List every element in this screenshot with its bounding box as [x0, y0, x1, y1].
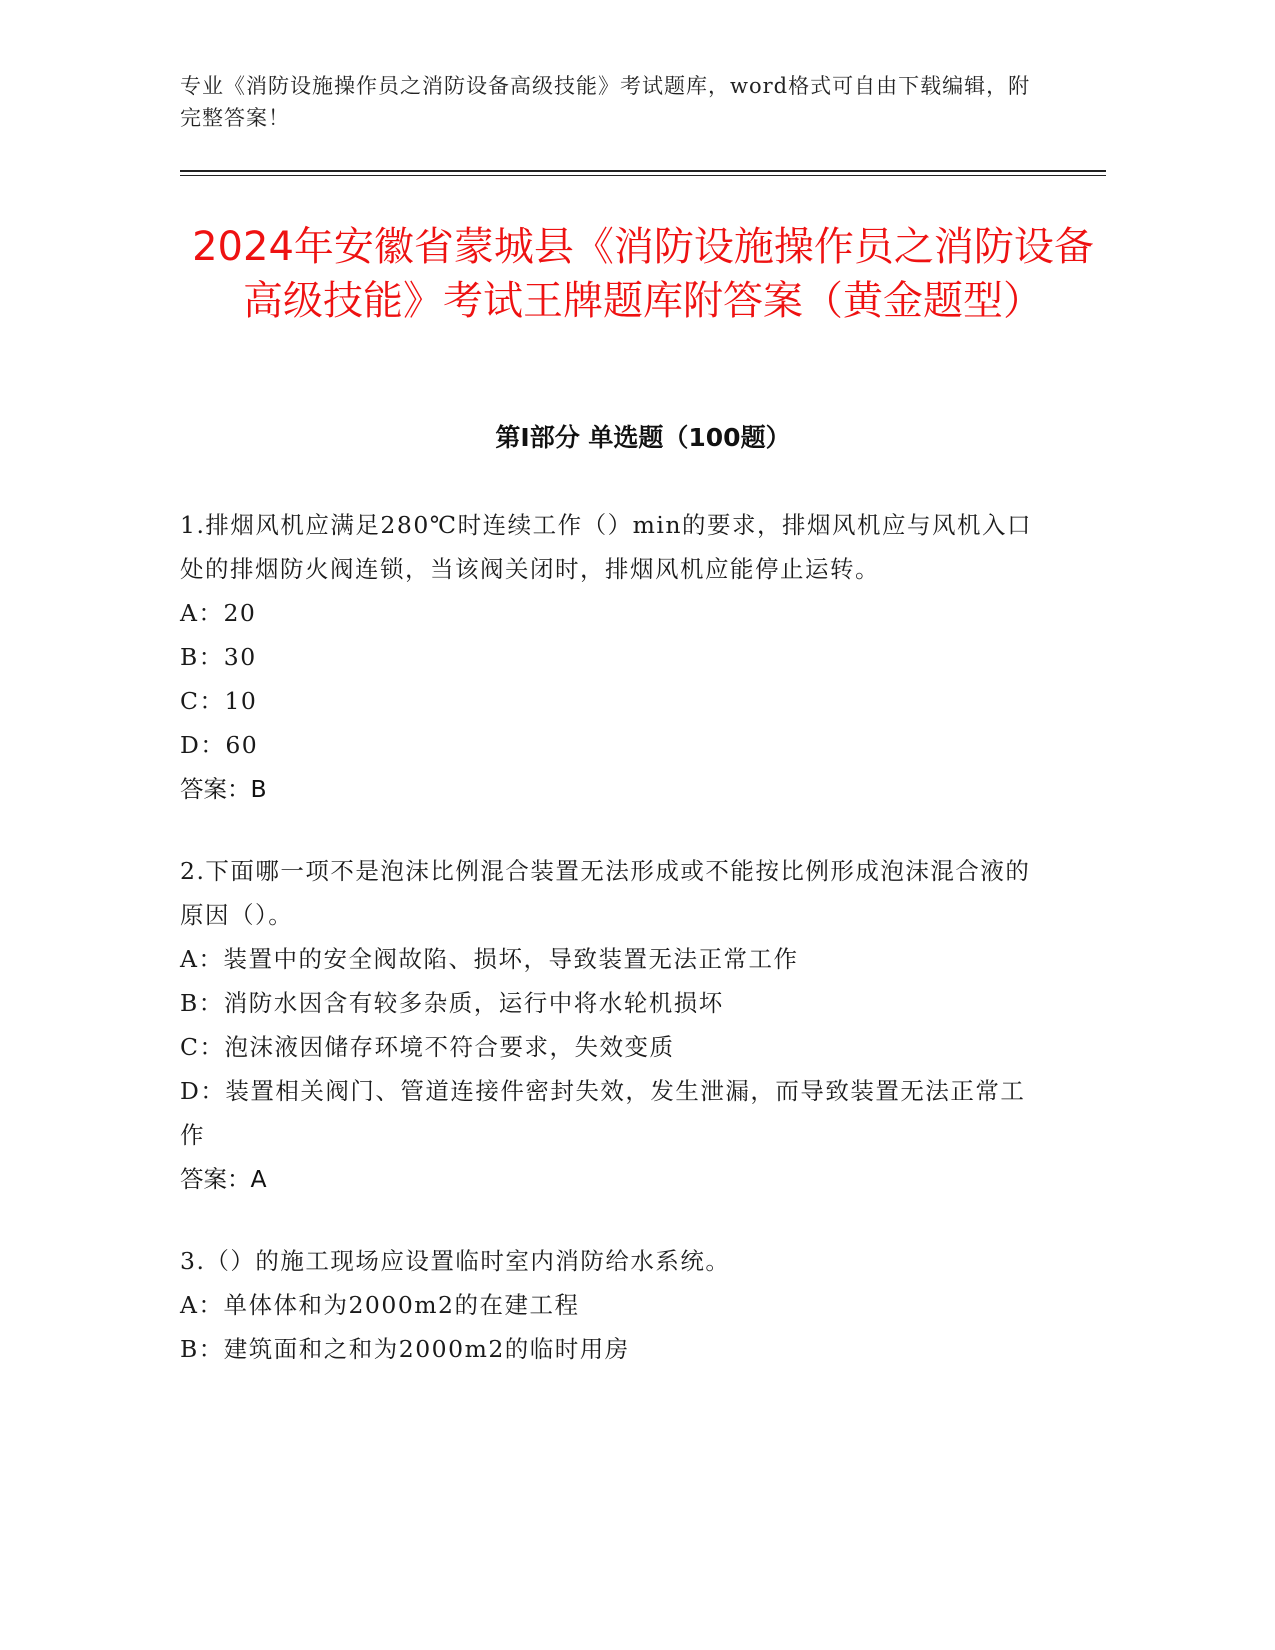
- question-list: [180, 503, 1040, 1409]
- header-note: 专业《消防设施操作员之消防设备高级技能》考试题库，word格式可自由下载编辑，附完整答案！: [180, 74, 1031, 130]
- question-item: [180, 503, 1040, 811]
- question-stem: 3.（）的施工现场应设置临时室内消防给水系统。: [180, 1247, 731, 1275]
- question-option: B：30: [180, 643, 257, 671]
- question-answer: 答案：B: [180, 775, 267, 803]
- question-stem: 1.排烟风机应满足280℃时连续工作（）min的要求，排烟风机应与风机入口处的排烟防火阀连锁，当该阀关闭时，排烟风机应能停止运转。: [180, 511, 1032, 583]
- question-option: A：单体体和为2000m2的在建工程: [180, 1291, 580, 1319]
- document-title: 2024年安徽省蒙城县《消防设施操作员之消防设备高级技能》考试王牌题库附答案（黄金题型）: [192, 224, 1094, 324]
- question-option: B：建筑面和之和为2000m2的临时用房: [180, 1335, 630, 1363]
- question-option: D：装置相关阀门、管道连接件密封失效，发生泄漏，而导致装置无法正常工作: [180, 1077, 1026, 1149]
- question-item: [180, 1239, 1040, 1371]
- header-divider-thin: [180, 175, 1106, 176]
- question-option: C：泡沫液因储存环境不符合要求，失效变质: [180, 1033, 675, 1061]
- question-option: B：消防水因含有较多杂质，运行中将水轮机损坏: [180, 989, 724, 1017]
- question-answer: 答案：A: [180, 1165, 267, 1193]
- question-option: A：装置中的安全阀故陷、损坏，导致装置无法正常工作: [180, 945, 799, 973]
- question-stem: 2.下面哪一项不是泡沫比例混合装置无法形成或不能按比例形成泡沫混合液的原因（）。: [180, 857, 1031, 929]
- section-title: 第Ⅰ部分 单选题（100题）: [495, 423, 791, 452]
- question-option: D：60: [180, 731, 259, 759]
- question-option: C：10: [180, 687, 258, 715]
- header-divider-thick: [180, 170, 1106, 172]
- question-item: [180, 849, 1040, 1201]
- question-option: A：20: [180, 599, 257, 627]
